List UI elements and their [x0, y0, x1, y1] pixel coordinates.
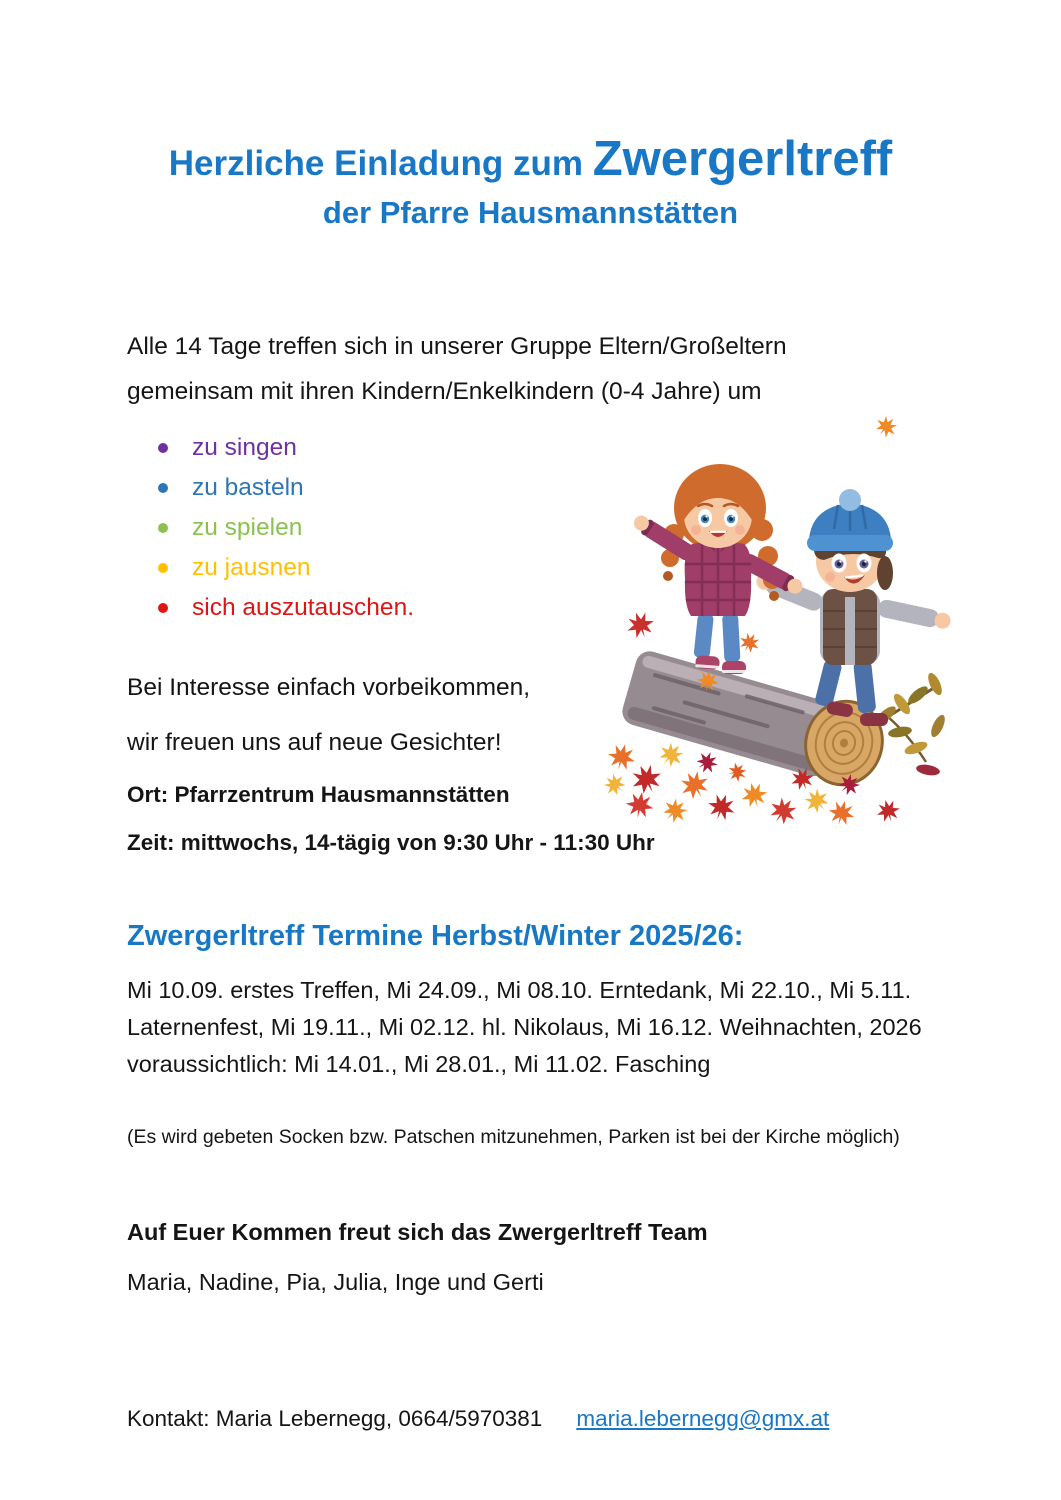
termine-dates: Mi 10.09. erstes Treffen, Mi 24.09., Mi 08.10. Erntedank, Mi 22.10., Mi 5.11. Laternenfest, Mi 19.11., Mi 02.12. hl. Nikolaus, Mi 16.12. Weihnachten, 2026 voraussichtlich: Mi 14.01., Mi 28.01., Mi 11.02. Fasching — [127, 977, 922, 1077]
list-item — [158, 588, 414, 628]
location-line: Ort: Pfarrzentrum Hausmannstätten — [127, 782, 510, 807]
bullet-dot — [158, 523, 168, 533]
page-subtitle: der Pfarre Hausmannstätten — [322, 195, 739, 231]
activity-list — [158, 428, 414, 628]
team-names: Maria, Nadine, Pia, Julia, Inge und Gerti — [127, 1269, 544, 1295]
page-title — [0, 134, 1061, 185]
list-item-label: zu singen — [192, 434, 297, 461]
list-item-label: sich auszutauschen. — [192, 594, 414, 621]
list-item-label: zu spielen — [192, 514, 303, 541]
bullet-dot — [158, 603, 168, 613]
page-title-prefix: Herzliche Einladung zum — [168, 144, 593, 183]
girl-figure — [630, 464, 805, 674]
bullet-dot — [158, 483, 168, 493]
list-item-label: zu jausnen — [192, 554, 311, 581]
log — [619, 648, 892, 794]
list-item — [158, 468, 414, 508]
email-link[interactable]: maria.lebernegg@gmx.at — [576, 1406, 830, 1431]
time-line: Zeit: mittwochs, 14-tägig von 9:30 Uhr - 11:30 Uhr — [127, 830, 655, 855]
list-item — [158, 548, 414, 588]
intro-paragraph: Alle 14 Tage treffen sich in unserer Gruppe Eltern/Großeltern gemeinsam mit ihren Kindern/Enkelkindern (0-4 Jahre) um — [127, 333, 787, 405]
list-item-label: zu basteln — [192, 474, 304, 501]
children-on-log-illustration — [588, 412, 963, 837]
bullet-dot — [158, 443, 168, 453]
bullet-dot — [158, 563, 168, 573]
page-title-emphasis: Zwergerltreff — [592, 132, 893, 186]
title-block — [0, 134, 1061, 230]
termine-heading: Zwergerltreff Termine Herbst/Winter 2025/26: — [127, 920, 744, 952]
closing-line: Auf Euer Kommen freut sich das Zwergerltreff Team — [127, 1219, 708, 1245]
list-item — [158, 508, 414, 548]
contact-line — [127, 1406, 829, 1432]
invite-line-2: wir freuen uns auf neue Gesichter! — [127, 729, 502, 756]
invite-line-1: Bei Interesse einfach vorbeikommen, — [127, 674, 531, 701]
contact-label: Kontakt: Maria Lebernegg, 0664/5970381 — [127, 1406, 543, 1431]
list-item — [158, 428, 414, 468]
note-line: (Es wird gebeten Socken bzw. Patschen mitzunehmen, Parken ist bei der Kirche möglich) — [127, 1126, 900, 1148]
